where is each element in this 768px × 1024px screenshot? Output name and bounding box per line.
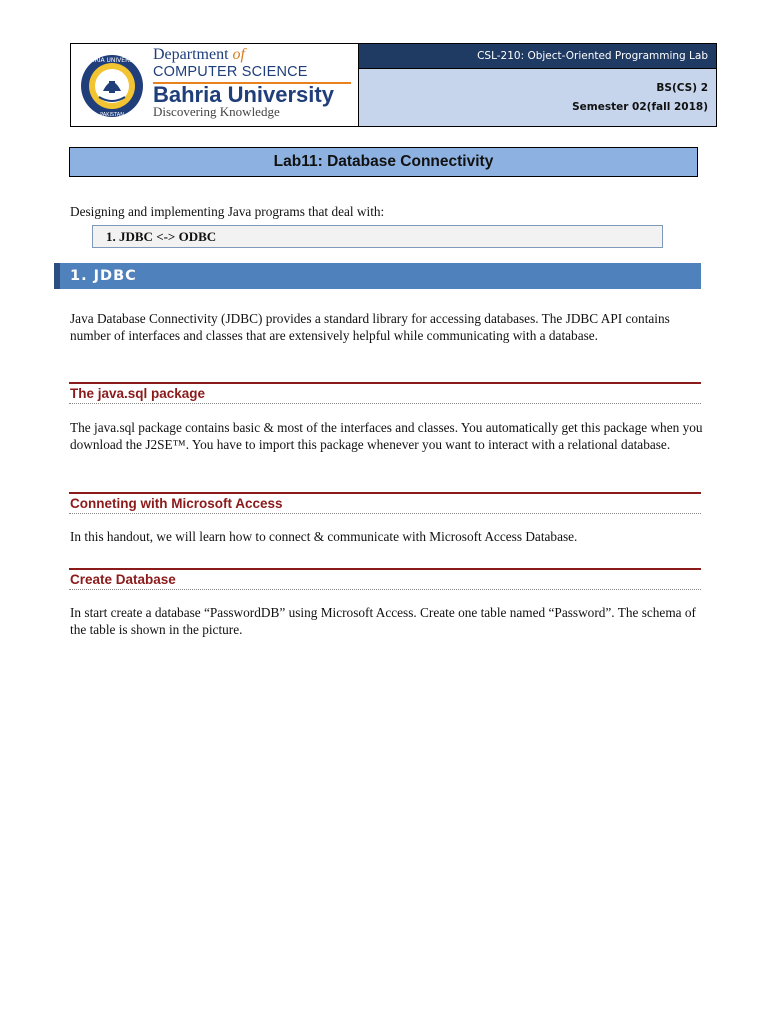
section-heading-text: 1. JDBC xyxy=(70,268,137,284)
subheading-create-database: Create Database xyxy=(69,568,701,590)
section-accent xyxy=(54,263,60,289)
course-meta xyxy=(359,69,716,126)
university-seal-icon xyxy=(79,51,145,121)
section-heading-jdbc xyxy=(54,263,701,289)
program-label: BS(CS) 2 xyxy=(656,81,708,94)
ms-access-paragraph: In this handout, we will learn how to connect & communicate with Microsoft Access Database. xyxy=(70,529,578,544)
course-info xyxy=(359,44,716,126)
subheading-ms-access: Conneting with Microsoft Access xyxy=(69,492,701,514)
svg-text:PAKISTAN: PAKISTAN xyxy=(100,112,124,118)
subheading-java-sql: The java.sql package xyxy=(69,382,701,404)
semester-label: Semester 02(fall 2018) xyxy=(572,100,708,113)
svg-text:BAHRIA UNIVERSITY: BAHRIA UNIVERSITY xyxy=(81,57,143,64)
lab-title: Lab11: Database Connectivity xyxy=(69,147,698,177)
course-title: CSL-210: Object-Oriented Programming Lab xyxy=(359,44,716,69)
jdbc-paragraph: Java Database Connectivity (JDBC) provides a standard library for accessing databases. The JDBC API contains number of interfaces and classes that are extensively helpful while communicating with a database. xyxy=(70,311,670,343)
topic-list-item: 1. JDBC <-> ODBC xyxy=(92,225,663,248)
create-database-paragraph: In start create a database “PasswordDB” using Microsoft Access. Create one table named “Password”. The schema of the table is shown in the picture. xyxy=(70,605,696,637)
department-label: Department of xyxy=(153,46,245,63)
university-name: Bahria University xyxy=(153,82,334,107)
university-tagline: Discovering Knowledge xyxy=(153,104,280,119)
university-logo xyxy=(71,44,359,126)
department-name: COMPUTER SCIENCE xyxy=(153,64,308,80)
document-header xyxy=(70,43,717,127)
intro-text: Designing and implementing Java programs that deal with: xyxy=(70,204,385,219)
java-sql-paragraph: The java.sql package contains basic & most of the interfaces and classes. You automatically get this package when you download the J2SE™. You have to import this package whenever you want to interact with a relational database. xyxy=(70,420,703,452)
